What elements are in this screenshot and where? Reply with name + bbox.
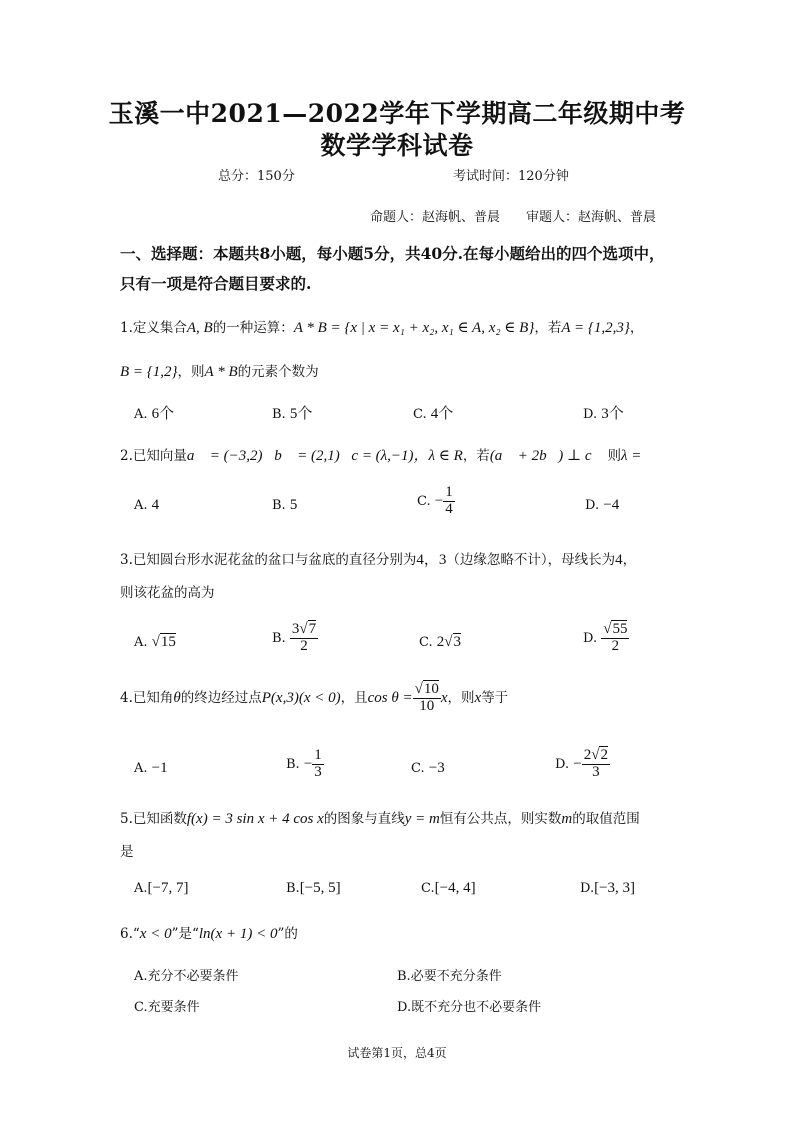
question-2-option-c: C. − $\frac{1}{4}$ [417,484,453,517]
question-1-text: ，若 [534,320,562,336]
question-4-text: 的终边经过点 [180,689,262,706]
question-2-text: 2.已知向量 [120,448,187,464]
exam-authors: 命题人：赵海帆、普晨 审题人：赵海帆、普晨 [370,210,657,225]
section-heading-line2: 只有一项是符合题目要求的. [120,274,312,293]
question-4-option-b: B. − $\frac{1}{3}$ [286,747,322,780]
question-5-math: y = m [404,811,440,827]
question-2-option-a: A. 4 [134,497,160,513]
question-5-math: m [561,811,573,827]
question-4-option-c: C. −3 [411,760,445,776]
question-4-option-a: A. −1 [134,760,168,776]
fraction: $\frac{1}{4}$ [445,484,453,517]
question-3-option-c: C. 2√3 [419,634,461,650]
question-1-math: B = {1,2} [120,364,178,380]
fraction: $\frac{1}{3}$ [314,747,322,780]
question-4-math: cos θ = [367,689,413,706]
question-6-math: x < 0 [139,926,172,942]
exam-title-line2: 数学学科试卷 [320,131,474,160]
fraction: $\frac{3√7}{2}$ [291,621,317,654]
question-5-text: 的图象与直线 [323,811,405,827]
question-1-text: 的元素个数为 [237,364,319,380]
question-3-option-d: D. $\frac{√55}{2}$ [583,621,628,654]
question-3-option-b: B. $\frac{3√7}{2}$ [272,621,317,654]
question-1-math: A, B [186,320,213,336]
question-6-option-b: B.必要不充分条件 [397,969,502,984]
question-1-text: ，则 [177,364,205,380]
question-1-line2 [120,360,319,381]
section-heading-line1: 一、选择题：本题共8小题，每小题5分，共40分.在每小题给出的四个选项中， [120,244,665,263]
question-3-text: ， [622,552,637,568]
question-1-option-b: B. 5个 [272,406,313,422]
question-1-text: 的一种运算： [212,320,294,336]
question-1-line1 [120,316,643,337]
question-6-text: ”的 [277,926,298,942]
question-2-text: ，若 [462,448,490,464]
exam-title-line1: 玉溪一中2021—2022学年下学期高二年级期中考 [108,99,686,128]
question-4-math: x [440,689,448,706]
question-6-text: ”是“ [171,926,199,942]
question-5-math: f(x) = 3 sin x + 4 cos x [186,811,324,827]
question-3-option-a: A. √15 [134,634,176,650]
question-6-line1 [120,922,298,943]
question-5-line2: 是 [120,844,134,860]
question-5-text: 的取值范围 [572,811,640,827]
question-6-text: 6.“ [120,926,140,942]
page-footer: 试卷第1页，总4页 [347,1046,447,1060]
fraction: $\frac{√10}{10}$ [414,681,439,714]
question-6-option-c: C.充要条件 [134,1000,200,1015]
question-4-line1 [120,682,508,715]
question-1-math: A * B = {x | x = x₁ + x₂, x₁ ∈ A, x₂ ∈ B} [293,320,535,336]
question-3-math: 4，3 [416,552,447,568]
question-2-option-b: B. 5 [272,497,298,513]
question-1-option-c: C. 4个 [413,406,454,422]
question-5-option-b: B.[−5, 5] [286,880,341,896]
exam-time: 考试时间：120分钟 [453,169,569,184]
question-4-math: P(x,3)(x < 0) [261,689,341,706]
question-5-option-c: C.[−4, 4] [421,880,476,896]
question-2-text: 则 [607,448,621,464]
question-5-option-d: D.[−3, 3] [580,880,636,896]
question-1-option-a: A. 6个 [134,406,175,422]
question-6-option-d: D.既不充分也不必要条件 [397,1000,542,1015]
question-2-line1 [120,444,641,465]
question-1-text: ， [629,320,644,336]
question-1-text: 1.定义集合 [120,320,187,336]
question-3-line1 [120,548,636,569]
question-4-text: 4.已知角 [120,689,174,706]
question-2-math: (a⃗ + 2b⃗) ⊥ c⃗ [489,448,604,464]
question-1-math: A * B [204,364,238,380]
question-4-text: ，则 [447,689,475,706]
question-3-text: 3.已知圆台形水泥花盆的盆口与盆底的直径分别为 [120,552,417,568]
question-5-text: 5.已知函数 [120,811,187,827]
question-5-text: 恒有公共点，则实数 [439,811,562,827]
question-4-text: ，且 [340,689,368,706]
question-5-line1 [120,807,640,828]
question-4-math: x [474,689,482,706]
fraction: $\frac{2√2}{3}$ [583,747,608,780]
question-3-math: 4 [615,552,623,568]
question-1-math: A = {1,2,3} [561,320,630,336]
question-3-text: （边缘忽略不计），母线长为 [446,552,616,568]
question-2-math: a⃗ = (−3,2)，b⃗ = (2,1)，c = (λ,−1)，λ ∈ R [186,448,463,464]
question-1-option-d: D. 3个 [583,406,624,422]
question-6-math: ln(x + 1) < 0 [198,926,278,942]
question-2-option-d: D. −4 [585,497,620,513]
question-6-option-a: A.充分不必要条件 [134,969,239,984]
total-score: 总分：150分 [218,169,295,184]
question-2-math: λ = [621,448,642,464]
question-4-option-d: D. − $\frac{2√2}{3}$ [555,747,608,780]
fraction: $\frac{√55}{2}$ [603,621,628,654]
question-4-math: θ [173,689,181,706]
question-5-option-a: A.[−7, 7] [134,880,189,896]
question-3-line2: 则该花盆的高为 [120,585,215,601]
question-4-text: 等于 [481,689,509,706]
